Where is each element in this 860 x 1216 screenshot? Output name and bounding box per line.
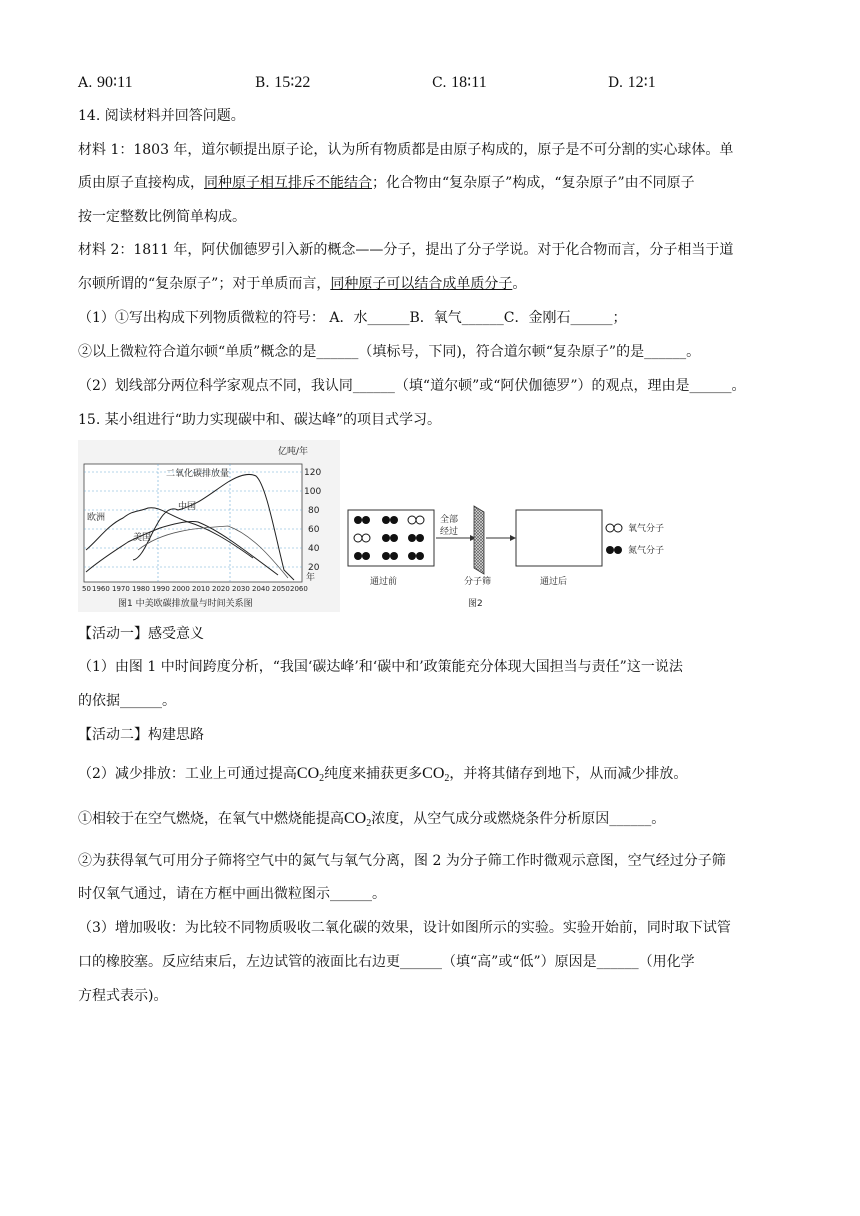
option-b: B. 15∶22 <box>255 74 311 91</box>
legend-n2: 氮气分子 <box>628 546 665 556</box>
underlined-avogadro: 同种原子可以结合成单质分子 <box>330 276 513 292</box>
legend-o2: 氧气分子 <box>628 524 665 534</box>
before-label: 通过前 <box>370 577 398 587</box>
q14-material2-line1: 材料 2：1811 年，阿伏伽德罗引入新的概念——分子，提出了分子学说。对于化合物而言，分子相当于道 <box>78 242 734 258</box>
q14-material1-line2: 质由原子直接构成，同种原子相互排斥不能结合；化合物由“复杂原子”构成，“复杂原子”由不同原子 <box>78 175 695 191</box>
sieve-shape <box>474 506 484 574</box>
q14-part1b: ②以上微粒符合道尔顿“单质”概念的是______（填标号，下同)，符合道尔顿“复杂原子”的是______。 <box>78 344 701 360</box>
y-unit: 亿吨/年 <box>278 447 309 457</box>
q14-title: 14. 阅读材料并回答问题。 <box>78 108 245 124</box>
figure2-caption: 图2 <box>468 599 483 609</box>
activity2-heading: 【活动二】构建思路 <box>78 727 204 743</box>
q14-material1-line3: 按一定整数比例简单构成。 <box>78 209 246 225</box>
y-tick: 120 <box>304 468 322 478</box>
arrow-label-1: 全部 <box>440 515 459 525</box>
x-tick: 2020 <box>212 585 230 593</box>
q14-part1: （1）①写出构成下列物质微粒的符号： A．水______B．氧气______C．金刚石______； <box>78 310 627 326</box>
figure2-molecular-sieve <box>340 498 680 612</box>
x-unit: 年 <box>306 573 316 583</box>
option-d: D. 12∶1 <box>608 74 656 91</box>
q14-part2: （2）划线部分两位科学家观点不同，我认同______（填“道尔顿”或“阿伏伽德罗”）的观点，理由是______。 <box>78 378 746 394</box>
x-tick: 2010 <box>192 585 210 593</box>
activity2-q2-sub1: ①相较于在空气燃烧，在氧气中燃烧能提高$CO_2$浓度，从空气成分或燃烧条件分析原因______。 <box>78 810 666 829</box>
x-tick: 2000 <box>172 585 190 593</box>
q15-title: 15. 某小组进行“助力实现碳中和、碳达峰”的项目式学习。 <box>78 412 442 428</box>
activity2-q3-line1: （3）增加吸收：为比较不同物质吸收二氧化碳的效果，设计如图所示的实验。实验开始前，同时取下试管 <box>78 920 731 936</box>
y-tick: 40 <box>308 544 320 554</box>
q14-material1-line1: 材料 1：1803 年，道尔顿提出原子论，认为所有物质都是由原子构成的，原子是不可分割的实心球体。单 <box>78 142 734 158</box>
figure1-caption: 图1 中美欧碳排放量与时间关系图 <box>118 599 253 609</box>
activity2-q3-line2: 口的橡胶塞。反应结束后，左边试管的液面比右边更______（填“高”或“低”）原因是______（用化学 <box>78 954 695 970</box>
arrow-label-2: 经过 <box>440 527 459 537</box>
activity1-q1-line2: 的依据______。 <box>78 693 176 709</box>
x-tick: 1980 <box>132 585 150 593</box>
x-tick: 2050 <box>272 585 290 593</box>
x-tick: 2040 <box>252 585 270 593</box>
figure1-emission-chart <box>78 440 340 612</box>
sieve-label: 分子筛 <box>464 577 492 587</box>
after-label: 通过后 <box>540 577 568 587</box>
curve-label-co2: 二氧化碳排放量 <box>166 469 230 479</box>
activity1-q1-line1: （1）由图 1 中时间跨度分析，“我国‘碳达峰’和‘碳中和’政策能充分体现大国担当与责任”这一说法 <box>78 659 683 675</box>
x-tick: 1990 <box>152 585 170 593</box>
label-europe: 欧洲 <box>87 513 106 523</box>
y-tick: 100 <box>304 487 322 497</box>
label-china: 中国 <box>178 502 197 512</box>
y-tick: 20 <box>308 563 320 573</box>
option-c: C. 18∶11 <box>432 74 487 91</box>
after-box <box>516 510 602 566</box>
y-tick: 80 <box>308 506 320 516</box>
x-tick: 50 <box>82 585 91 593</box>
label-usa: 美国 <box>133 533 152 543</box>
x-tick: 2060 <box>290 585 308 593</box>
x-tick: 1970 <box>112 585 130 593</box>
underlined-dalton: 同种原子相互排斥不能结合 <box>204 175 372 191</box>
option-a: A. 90∶11 <box>78 74 133 91</box>
x-tick: 1960 <box>92 585 110 593</box>
x-tick: 2030 <box>232 585 250 593</box>
activity2-q2-sub2-line1: ②为获得氧气可用分子筛将空气中的氮气与氧气分离，图 2 为分子筛工作时微观示意图，空气经过分子筛 <box>78 853 726 869</box>
activity2-q3-line3: 方程式表示)。 <box>78 988 168 1004</box>
activity2-q2-line: （2）减少排放：工业上可通过提高$CO_2$纯度来捕获更多$CO_2$，并将其储存到地下，从而减少排放。 <box>78 765 688 784</box>
activity1-heading: 【活动一】感受意义 <box>78 626 204 642</box>
q14-material2-line2: 尔顿所谓的“复杂原子”；对于单质而言，同种原子可以结合成单质分子。 <box>78 276 527 292</box>
y-tick: 60 <box>308 525 320 535</box>
activity2-q2-sub2-line2: 时仅氧气通过，请在方框中画出微粒图示______。 <box>78 886 386 902</box>
